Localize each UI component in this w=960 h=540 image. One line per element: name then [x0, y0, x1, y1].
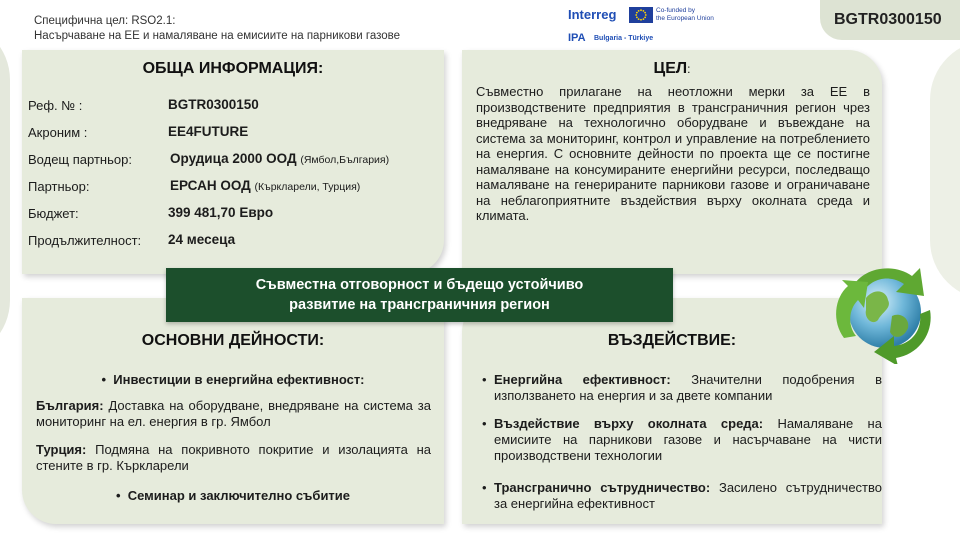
ref-label: Реф. № :	[28, 98, 83, 113]
ipa-text: IPA	[568, 32, 586, 44]
acronym-value: EE4FUTURE	[168, 124, 249, 139]
activity-bullet-seminar: • Семинар и заключително събитие	[115, 488, 351, 503]
ref-value: BGTR0300150	[168, 97, 259, 112]
goal-text: Съвместно прилагане на неотложни мерки за ЕЕ в производствените предприятия в трансграничния регион чрез внедряване на технологично оборудване и въвеждане на система за мониторинг, контрол и управление на потреблението на енергия. С основните дейности по проекта ще се постигне намаляване на консумираните енергийни ресурси, последващо намаляване на генерираните парникови газове и ограничаване на неблагоприятните въздействия върху околната среда и климата.	[476, 84, 870, 223]
specific-goal	[34, 14, 400, 44]
impact-item-environment-text: Намаляване на емисиите на парникови газове и насърчаване на чисти производствени технологии	[494, 416, 882, 463]
cofunded-text: Co-funded by the European Union	[656, 7, 714, 22]
acronym-label: Акроним :	[28, 125, 88, 140]
activity-turkey	[36, 442, 431, 474]
specific-goal-line1: Специфична цел: RSO2.1:	[34, 15, 176, 27]
goal-panel	[462, 50, 882, 274]
impact-item-energy-text: Значителни подобрения в използването на енергия и за двете компании	[494, 372, 882, 403]
decorative-swoosh-left	[0, 20, 10, 360]
interreg-wordmark: Interreg	[568, 7, 617, 22]
goal-title-colon: :	[687, 62, 691, 76]
impact-item-crossborder	[482, 480, 882, 512]
duration-label: Продължителност:	[28, 233, 142, 248]
partner-label: Партньор:	[28, 179, 90, 194]
banner-line1: Съвместна отговорност и бъдещо устойчиво	[255, 277, 584, 293]
budget-value: 399 481,70 Евро	[168, 205, 274, 220]
lead-location: (Ямбол,България)	[300, 154, 390, 166]
impact-title: ВЪЗДЕЙСТВИЕ:	[607, 332, 737, 349]
slogan-banner	[166, 268, 673, 322]
lead-value: Орудица 2000 ООД	[170, 151, 297, 166]
impact-item-crossborder-label: Трансгранично сътрудничество:	[494, 480, 711, 495]
impact-item-environment	[482, 416, 882, 464]
activity-bullet-investments: • Инвестиции в енергийна ефективност:	[101, 372, 365, 387]
activity-bullet-investments-text: Инвестиции в енергийна ефективност:	[113, 372, 365, 387]
project-code-tag	[820, 0, 960, 40]
partner	[170, 178, 360, 193]
impact-item-energy-label: Енергийна ефективност:	[494, 372, 671, 387]
activities-title: ОСНОВНИ ДЕЙНОСТИ:	[141, 332, 325, 349]
activity-bullet-seminar-text: Семинар и заключително събитие	[127, 488, 351, 503]
partner-value: ЕРСАН ООД	[170, 178, 251, 193]
lead-partner	[170, 151, 389, 166]
goal-title	[462, 60, 882, 78]
project-code: BGTR0300150	[834, 11, 942, 28]
impact-item-environment-label: Въздействие върху околната среда:	[494, 416, 764, 431]
banner-line2: развитие на трансграничния регион	[289, 297, 550, 313]
bulgaria-label: България:	[36, 398, 104, 413]
countries-text: Bulgaria - Türkiye	[594, 35, 654, 42]
activities-panel	[22, 298, 444, 524]
activity-bulgaria	[36, 398, 431, 430]
impact-item-crossborder-text: Засилено сътрудничество за енергийна ефективност	[494, 480, 882, 511]
general-info-title: ОБЩА ИНФОРМАЦИЯ:	[142, 60, 324, 77]
budget-label: Бюджет:	[28, 206, 79, 221]
general-info-panel	[22, 50, 444, 274]
turkey-text: Подмяна на покривното покритие и изолацията на стените в гр. Къркларели	[36, 442, 431, 473]
impact-item-energy	[482, 372, 882, 404]
interreg-logo	[568, 6, 734, 44]
eu-flag-icon	[629, 7, 653, 23]
turkey-label: Турция:	[36, 442, 87, 457]
specific-goal-line2: Насърчаване на ЕЕ и намаляване на емисиите на парникови газове	[34, 30, 401, 42]
duration-value: 24 месеца	[168, 232, 236, 247]
partner-location: (Къркларели, Турция)	[254, 181, 361, 193]
lead-label: Водещ партньор:	[28, 152, 132, 167]
recycle-globe-icon	[822, 258, 948, 364]
bulgaria-text: Доставка на оборудване, внедряване на система за мониторинг на ел. енергия в гр. Ямбол	[36, 398, 431, 429]
goal-title-text: ЦЕЛ	[653, 60, 688, 77]
impact-panel	[462, 298, 882, 524]
